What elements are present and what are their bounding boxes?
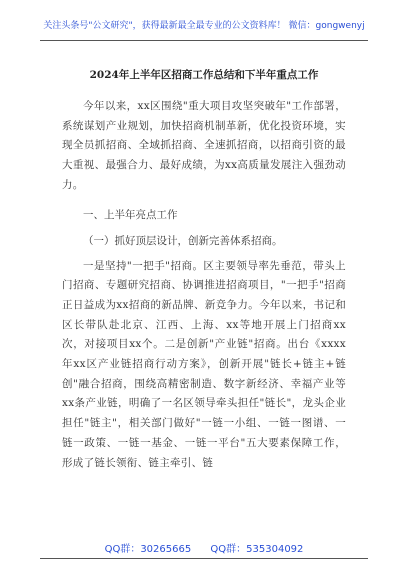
subsection-heading: （一）抓好顶层设计，创新完善体系招商。 bbox=[83, 234, 283, 247]
page-footer bbox=[40, 540, 368, 555]
footer-divider bbox=[40, 558, 368, 559]
header-divider bbox=[40, 40, 368, 41]
section-heading: 一、上半年亮点工作 bbox=[83, 208, 178, 221]
document-title: 2024年上半年区招商工作总结和下半年重点工作 bbox=[89, 69, 319, 81]
footer-qq-group-1: QQ群：30265665 bbox=[104, 544, 192, 555]
intro-paragraph: 今年以来，xx区围绕"重大项目攻坚突破年"工作部署，系统谋划产业规划，加快招商机制革新，优化投资环境，实现全员抓招商、全域抓招商、全速抓招商，以招商引资的最大重视、最强合力、最好成绩，为xx高质量发展注入强劲动力。 bbox=[62, 100, 346, 191]
body-paragraph: 一是坚持"一把手"招商。区主要领导率先垂范，带头上门招商、专题研究招商、协调推进招商项目，"一把手"招商正日益成为xx招商的新品牌、新竞争力。今年以来，书记和区长带队赴北京、江西、上海、xx等地开展上门招商xx次，对接项目xx个。二是创新"产业链"招商。出台《xxxx年xx区产业链招商行动方案》，创新开展"链长+链主+链创"融合招商，围绕高精密制造、数字新经济、幸福产业等xx条产业链，明确了一名区领导牵头担任"链长"，龙头企业担任"链主"，相关部门做好"一链一小组、一链一图谱、一链一政策、一链一基金、一链一平台"五大要素保障工作，形成了链长领衔、链主牵引、链 bbox=[62, 259, 346, 469]
footer-qq-group-2: QQ群：535304092 bbox=[210, 544, 304, 555]
page-header: 关注头条号"公文研究"，获得最新最全最专业的公文资料库！ 微信：gongwenyj bbox=[43, 21, 365, 31]
document-body bbox=[62, 97, 346, 473]
